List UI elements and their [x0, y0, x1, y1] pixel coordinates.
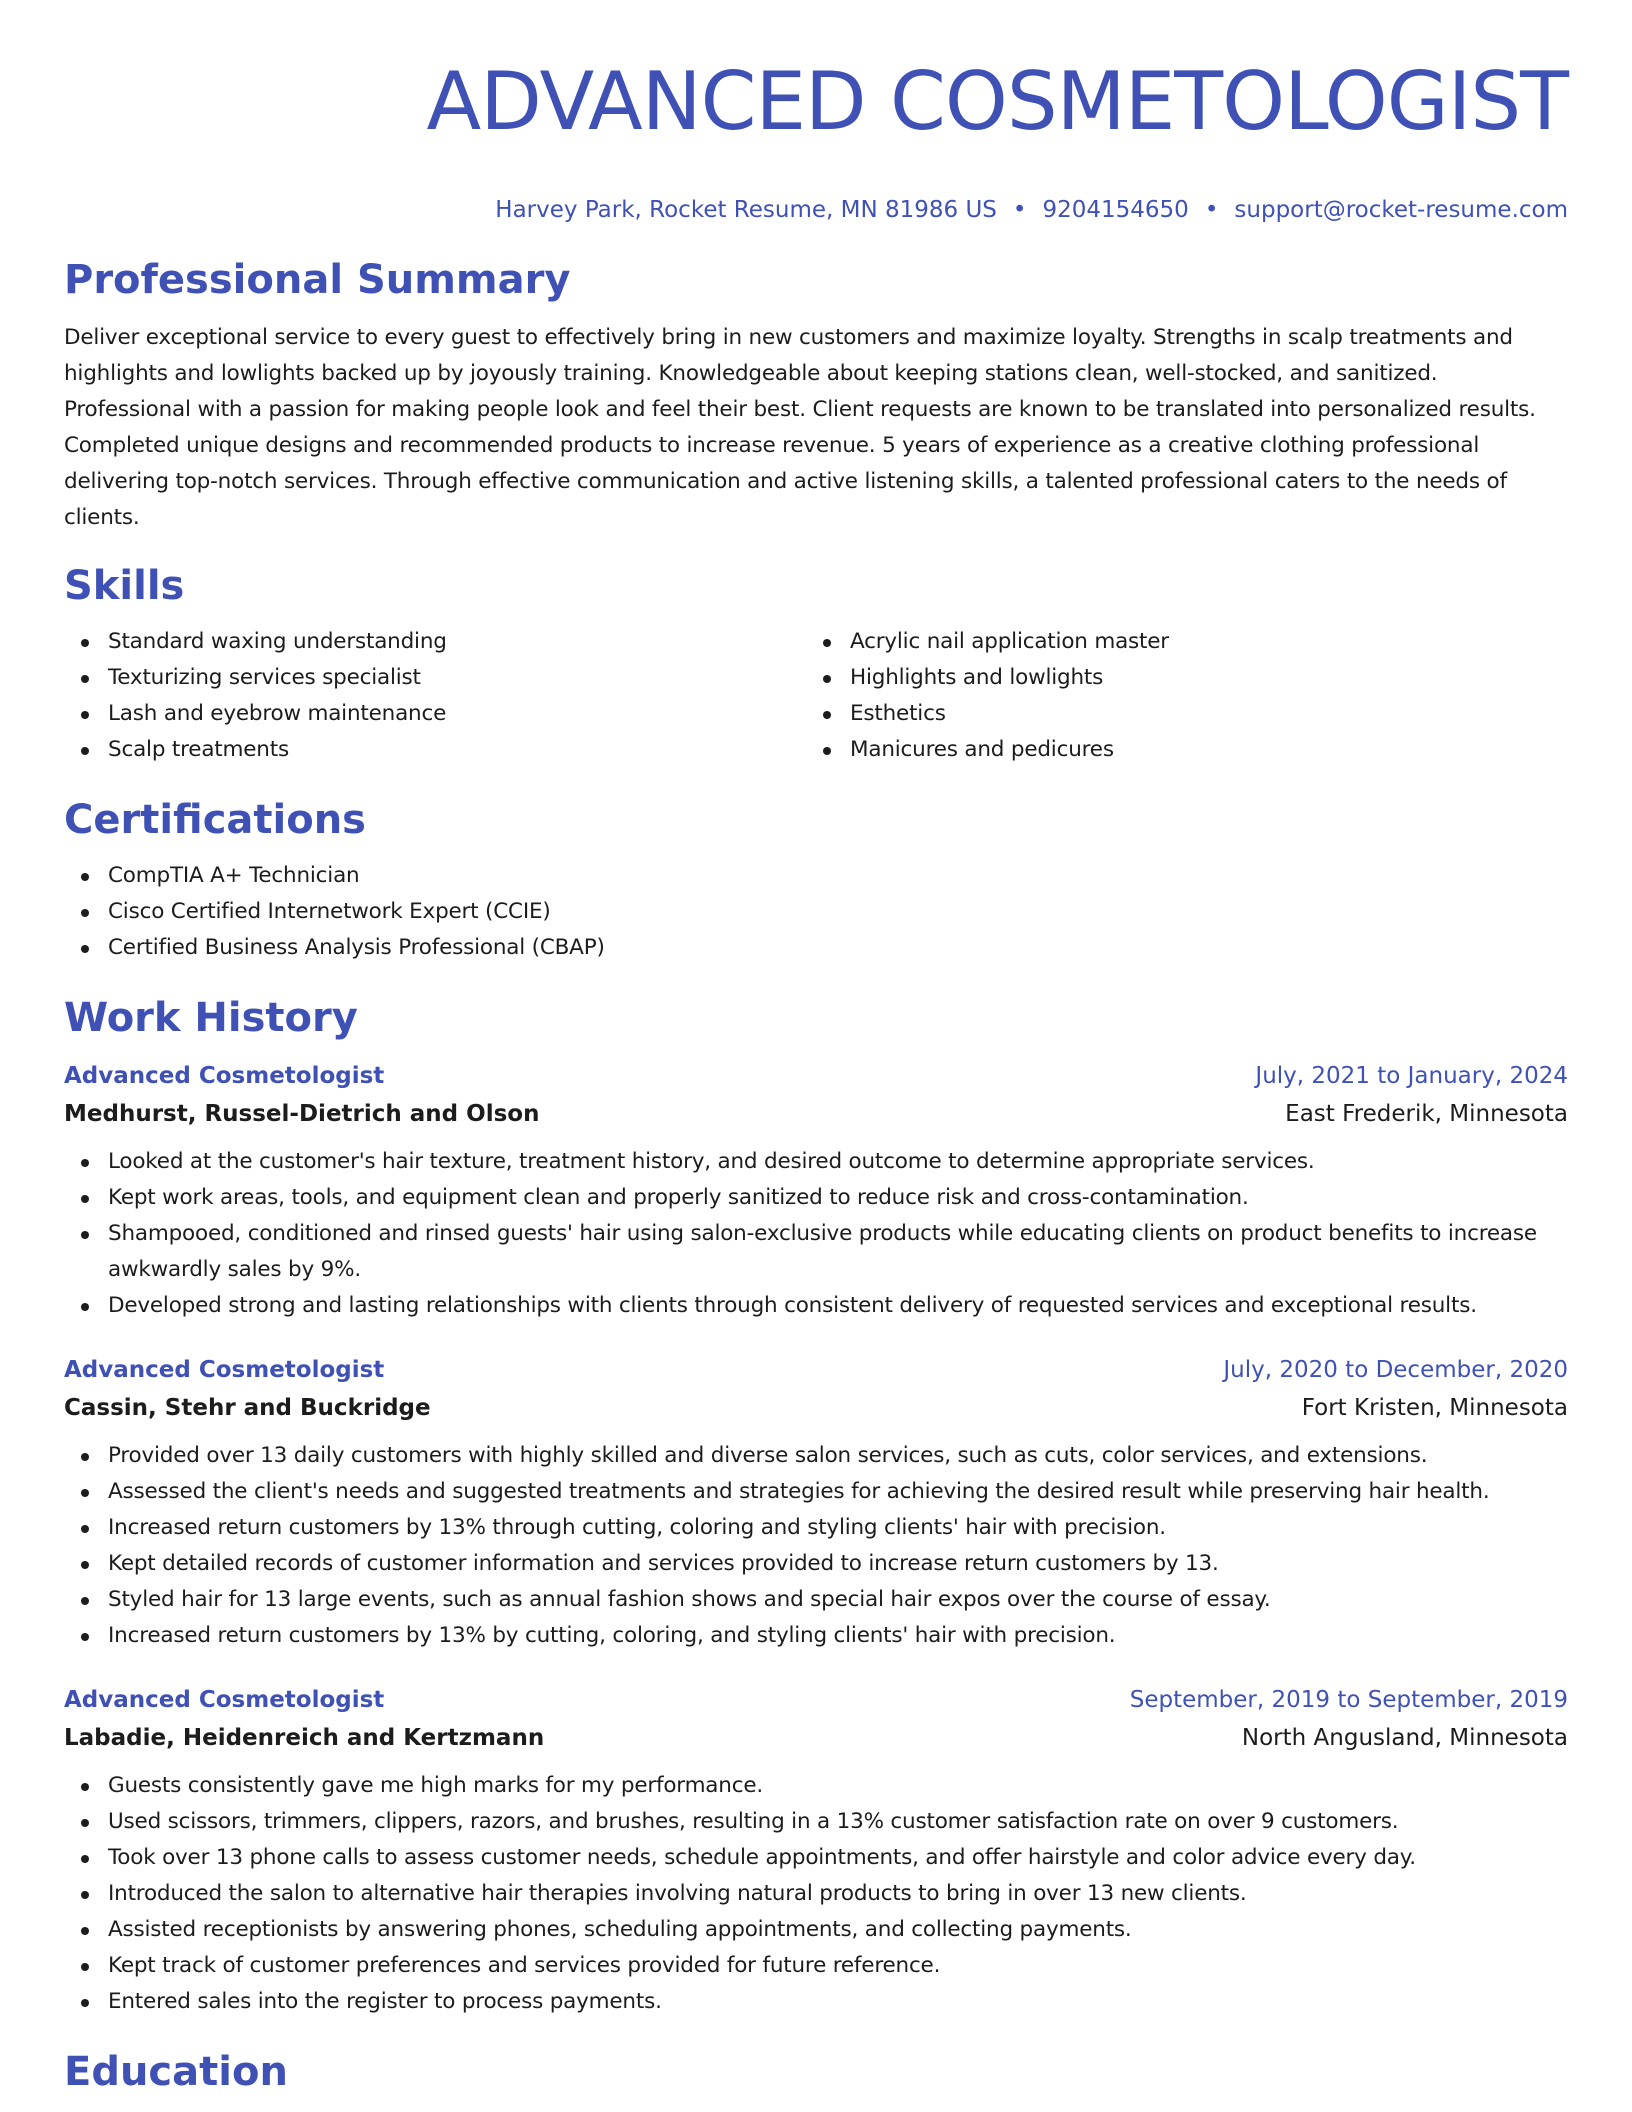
summary-heading: Professional Summary [64, 257, 571, 303]
certification-item: CompTIA A+ Technician [64, 858, 1568, 894]
skill-item: Esthetics [806, 696, 1548, 732]
certification-item: Cisco Certified Internetwork Expert (CCIE) [64, 894, 1568, 930]
job-location: East Frederik, Minnesota [1285, 1101, 1568, 1127]
skills-section [64, 560, 1568, 768]
job-bullet: Increased return customers by 13% by cutting, coloring, and styling clients' hair with precision. [64, 1618, 1568, 1654]
job-title: Advanced Cosmetologist [64, 1063, 385, 1089]
job-bullets [64, 1144, 1568, 1324]
contact-address: Harvey Park, Rocket Resume, MN 81986 US [495, 197, 997, 223]
summary-text: Deliver exceptional service to every guest to effectively bring in new customers and maximize loyalty. Strengths in scalp treatments and highlights and lowlights backed up by joyously training. Knowledgeable about keeping stations clean, well-stocked, and sanitized. Professional with a passion for making people look and feel their best. Client requests are known to be translated into personalized results. Completed unique designs and recommended products to increase revenue. 5 years of experience as a creative clothing professional delivering top-notch services. Through effective communication and active listening skills, a talented professional caters to the needs of clients. [64, 325, 1536, 530]
job-entry [64, 1058, 1568, 1324]
job-title: Advanced Cosmetologist [64, 1357, 385, 1383]
job-bullet: Kept track of customer preferences and services provided for future reference. [64, 1948, 1568, 1984]
skill-item: Standard waxing understanding [64, 624, 806, 660]
job-bullet: Took over 13 phone calls to assess customer needs, schedule appointments, and offer hairstyle and color advice every day. [64, 1840, 1568, 1876]
job-header-row [64, 1352, 1568, 1388]
education-section [64, 2046, 1568, 2098]
contact-phone: 9204154650 [1042, 197, 1189, 223]
job-bullets [64, 1768, 1568, 2020]
job-bullet: Assisted receptionists by answering phones, scheduling appointments, and collecting payments. [64, 1912, 1568, 1948]
job-bullet: Increased return customers by 13% through cutting, coloring and styling clients' hair with precision. [64, 1510, 1568, 1546]
certifications-heading: Certifications [64, 797, 366, 843]
work-history-heading: Work History [64, 995, 358, 1041]
resume-title: ADVANCED COSMETOLOGIST [426, 55, 1568, 148]
resume-page [64, 0, 1568, 2098]
job-bullet: Kept detailed records of customer information and services provided to increase return customers by 13. [64, 1546, 1568, 1582]
job-bullet: Provided over 13 daily customers with highly skilled and diverse salon services, such as cuts, color services, and extensions. [64, 1438, 1568, 1474]
summary-section [64, 254, 1568, 536]
job-dates: September, 2019 to September, 2019 [1129, 1687, 1568, 1713]
certification-item: Certified Business Analysis Professional (CBAP) [64, 930, 1568, 966]
education-heading: Education [64, 2049, 288, 2095]
work-history-section [64, 992, 1568, 2020]
skill-item: Scalp treatments [64, 732, 806, 768]
job-header-row [64, 1058, 1568, 1094]
job-bullet: Kept work areas, tools, and equipment clean and properly sanitized to reduce risk and cross-contamination. [64, 1180, 1568, 1216]
job-bullet: Assessed the client's needs and suggested treatments and strategies for achieving the desired result while preserving hair health. [64, 1474, 1568, 1510]
job-bullet: Guests consistently gave me high marks for my performance. [64, 1768, 1568, 1804]
skill-item: Manicures and pedicures [806, 732, 1548, 768]
job-company: Medhurst, Russel-Dietrich and Olson [64, 1101, 540, 1127]
skills-grid [64, 624, 1568, 768]
job-bullet: Introduced the salon to alternative hair therapies involving natural products to bring in over 13 new clients. [64, 1876, 1568, 1912]
skills-heading: Skills [64, 563, 185, 609]
job-bullets [64, 1438, 1568, 1654]
skill-item: Lash and eyebrow maintenance [64, 696, 806, 732]
job-company-row [64, 1718, 1568, 1758]
contact-line [64, 194, 1568, 226]
certifications-section [64, 794, 1568, 966]
skills-list-right [806, 624, 1548, 768]
job-company: Cassin, Stehr and Buckridge [64, 1395, 431, 1421]
job-bullet: Shampooed, conditioned and rinsed guests' hair using salon-exclusive products while educating clients on product benefits to increase awkwardly sales by 9%. [64, 1216, 1568, 1288]
skill-item: Texturizing services specialist [64, 660, 806, 696]
job-header-row [64, 1682, 1568, 1718]
job-bullet: Entered sales into the register to process payments. [64, 1984, 1568, 2020]
job-company-row [64, 1388, 1568, 1428]
job-entry [64, 1352, 1568, 1654]
job-location: Fort Kristen, Minnesota [1301, 1395, 1568, 1421]
skills-list-left [64, 624, 806, 768]
job-company-row [64, 1094, 1568, 1134]
certifications-list [64, 858, 1568, 966]
job-bullet: Developed strong and lasting relationships with clients through consistent delivery of requested services and exceptional results. [64, 1288, 1568, 1324]
contact-separator: • [1204, 197, 1219, 223]
job-bullet: Used scissors, trimmers, clippers, razors, and brushes, resulting in a 13% customer satisfaction rate on over 9 customers. [64, 1804, 1568, 1840]
job-bullet: Looked at the customer's hair texture, treatment history, and desired outcome to determine appropriate services. [64, 1144, 1568, 1180]
job-location: North Angusland, Minnesota [1241, 1725, 1568, 1751]
job-dates: July, 2020 to December, 2020 [1223, 1357, 1568, 1383]
job-entry [64, 1682, 1568, 2020]
contact-email[interactable]: support@rocket-resume.com [1234, 197, 1568, 223]
skill-item: Acrylic nail application master [806, 624, 1548, 660]
contact-separator: • [1012, 197, 1027, 223]
job-company: Labadie, Heidenreich and Kertzmann [64, 1725, 545, 1751]
job-title: Advanced Cosmetologist [64, 1687, 385, 1713]
job-dates: July, 2021 to January, 2024 [1255, 1063, 1568, 1089]
job-bullet: Styled hair for 13 large events, such as annual fashion shows and special hair expos over the course of essay. [64, 1582, 1568, 1618]
skill-item: Highlights and lowlights [806, 660, 1548, 696]
